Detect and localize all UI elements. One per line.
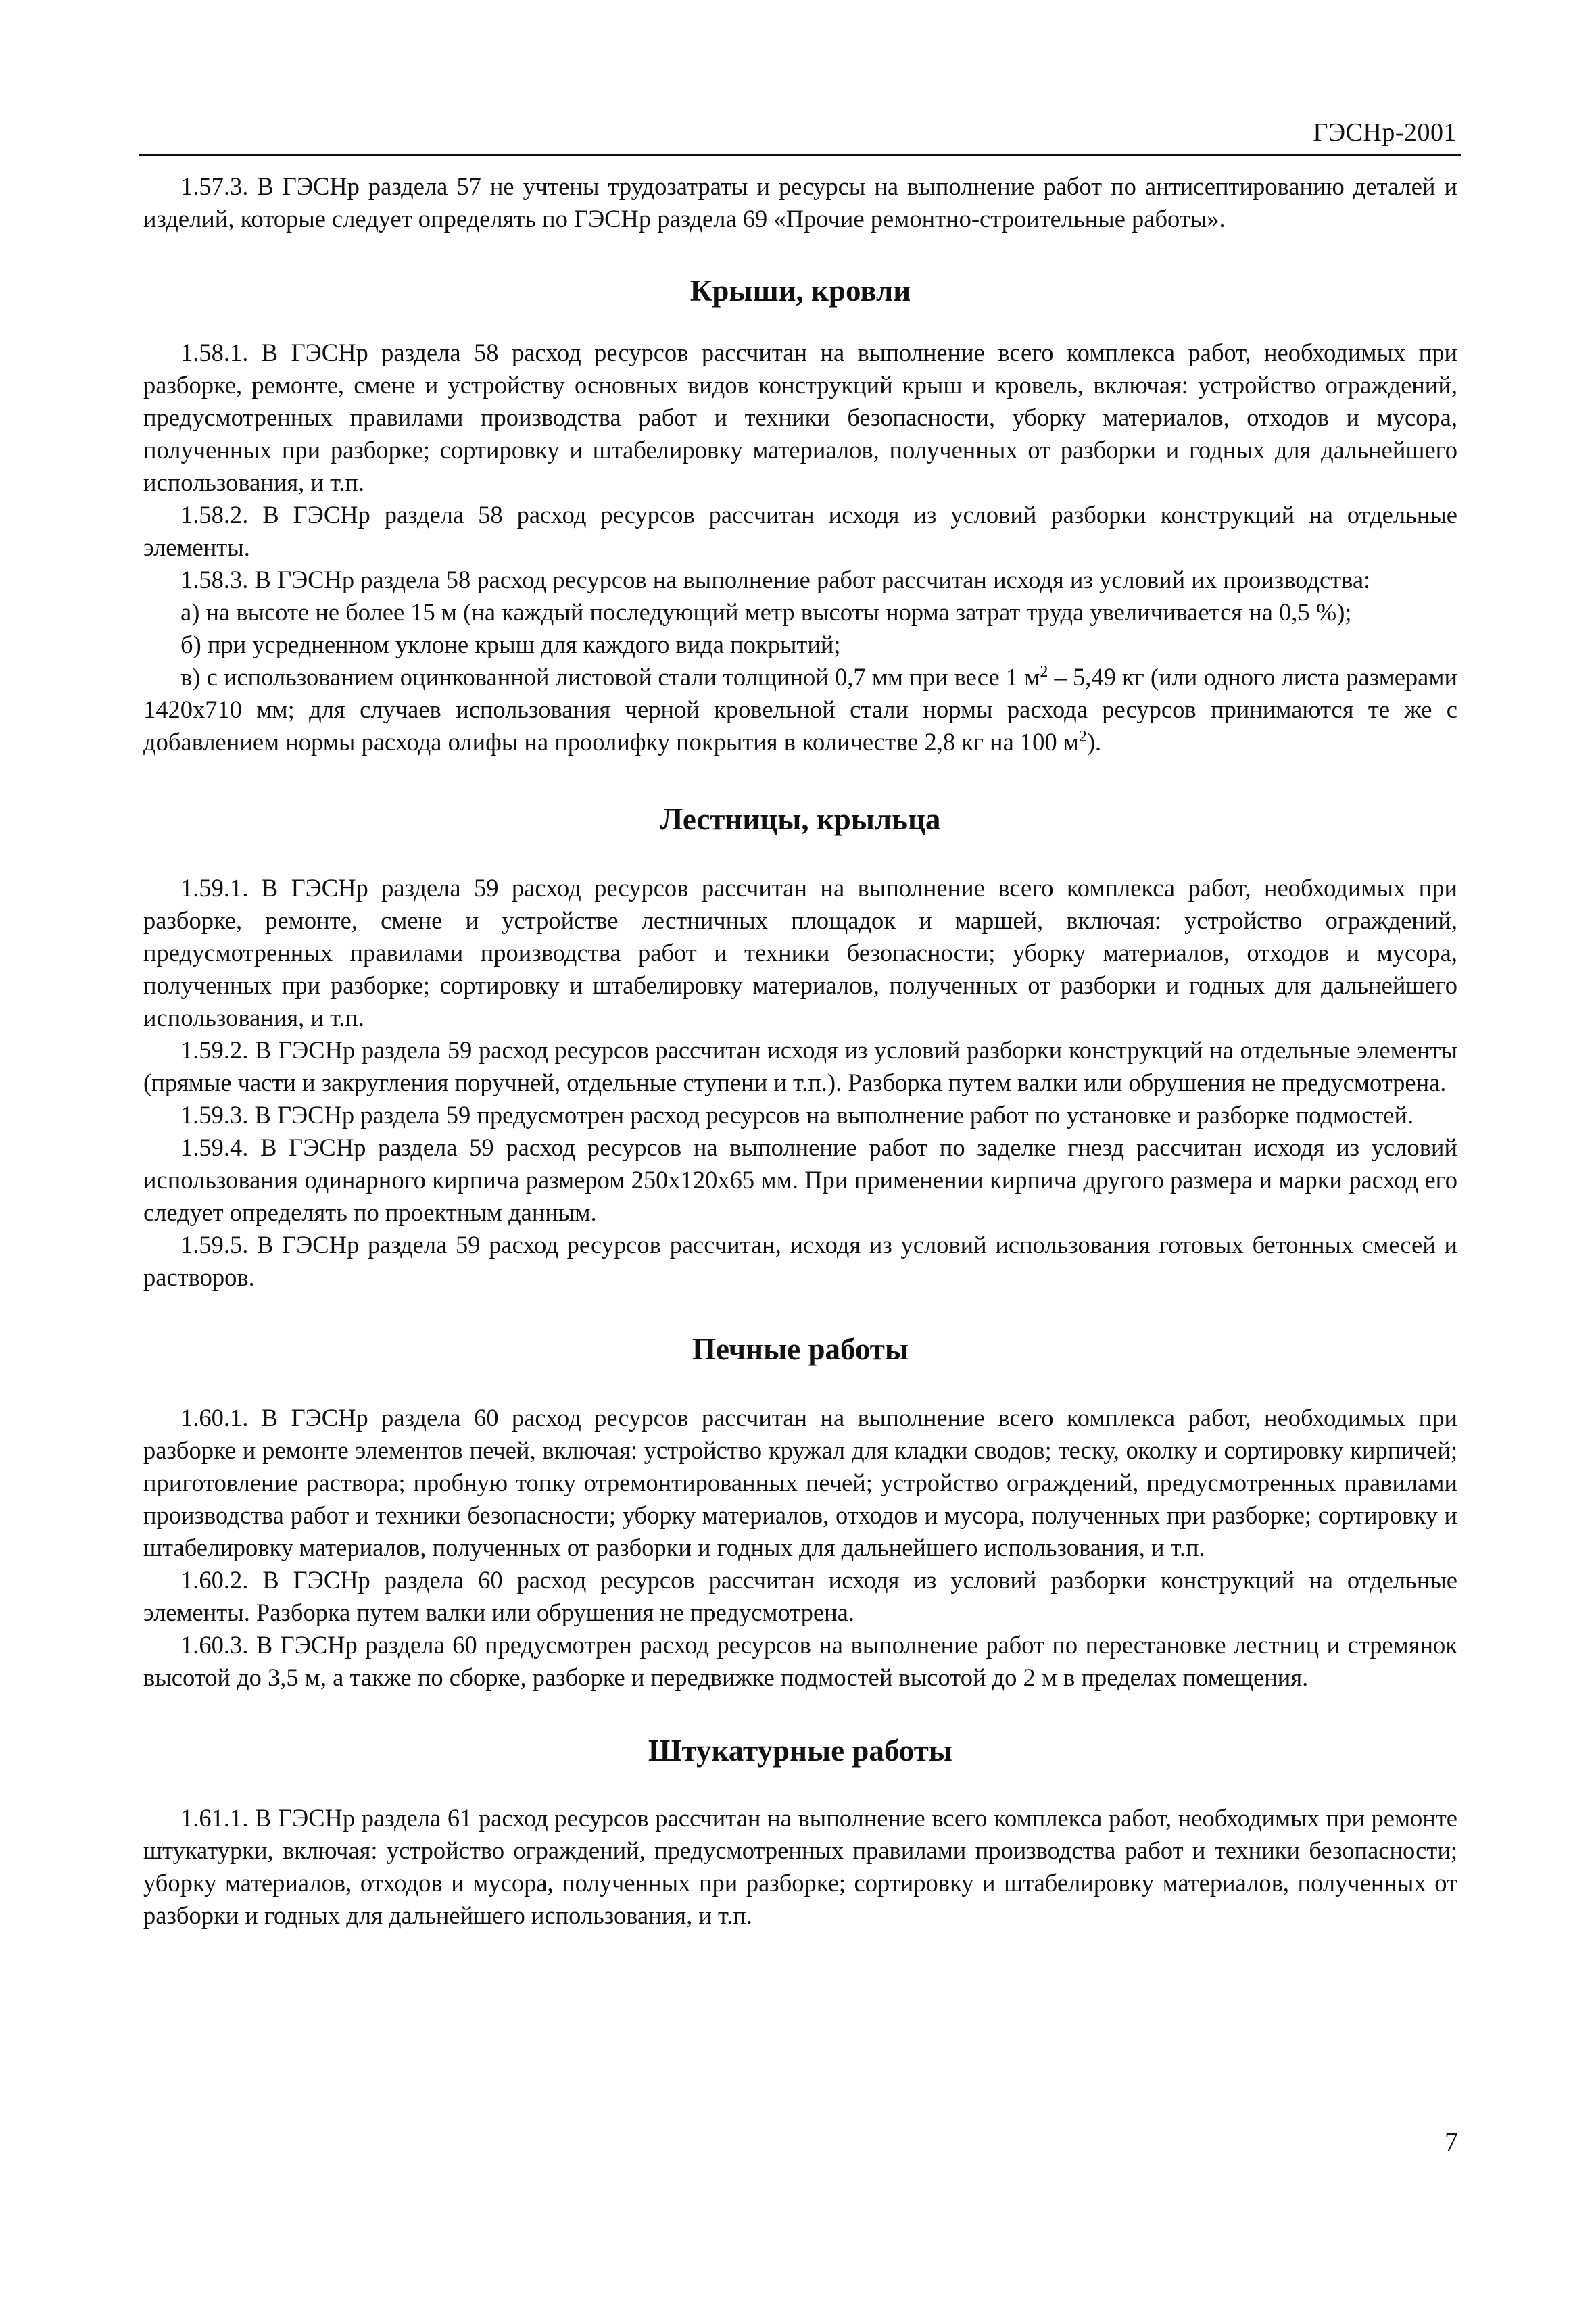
paragraph-1-59-3: 1.59.3. В ГЭСНр раздела 59 предусмотрен расход ресурсов на выполнение работ по установке и разборке подмостей.: [180, 1101, 1414, 1129]
list-item-v-text-3: ).: [1086, 728, 1102, 756]
paragraph-1-58-2: 1.58.2. В ГЭСНр раздела 58 расход ресурсов рассчитан исходя из условий разборки конструкций на отдельные элементы.: [143, 501, 1457, 561]
list-item-a: а) на высоте не более 15 м (на каждый последующий метр высоты норма затрат труда увеличивается на 0,5 %);: [180, 598, 1352, 626]
paragraph-1-60-1: 1.60.1. В ГЭСНр раздела 60 расход ресурсов рассчитан на выполнение всего комплекса работ, необходимых при разборке и ремонте элементов печей, включая: устройство кружал для кладки сводов; теску, околку и сортировку кирпичей; приготовление раствора; пробную топку отремонтированных печей; устройство ограждений, предусмотренных правилами производства работ и техники безопасности; уборку материалов, отходов и мусора, полученных при разборке; сортировку и штабелировку материалов, полученных от разборки и годных для дальнейшего использования, и т.п.: [143, 1404, 1457, 1561]
paragraph-1-59-5: 1.59.5. В ГЭСНр раздела 59 расход ресурсов рассчитан, исходя из условий использования готовых бетонных смесей и растворов.: [143, 1231, 1457, 1291]
section-heading-stairs: Лестницы, крыльца: [660, 802, 941, 836]
paragraph-1-59-1: 1.59.1. В ГЭСНр раздела 59 расход ресурсов рассчитан на выполнение всего комплекса работ, необходимых при разборке, ремонте, смене и устройстве лестничных площадок и маршей, включая: устройство ограждений, предусмотренных правилами производства работ и техники безопасности; уборку материалов, отходов и мусора, полученных при разборке; сортировку и штабелировку материалов, полученных от разборки и годных для дальнейшего использования, и т.п.: [143, 874, 1457, 1031]
page-number: 7: [1445, 2126, 1458, 2157]
list-item-v: [143, 661, 1457, 758]
list-item-v-text-1: в) с использованием оцинкованной листовой стали толщиной 0,7 мм при весе 1 м: [180, 663, 1040, 691]
section-heading-plaster-works: Штукатурные работы: [648, 1734, 952, 1768]
paragraph-1-57-3: 1.57.3. В ГЭСНр раздела 57 не учтены трудозатраты и ресурсы на выполнение работ по антисептированию деталей и изделий, которые следует определять по ГЭСНр раздела 69 «Прочие ремонтно-строительные работы».: [143, 172, 1457, 233]
paragraph-1-60-2: 1.60.2. В ГЭСНр раздела 60 расход ресурсов рассчитан исходя из условий разборки конструкций на отдельные элементы. Разборка путем валки или обрушения не предусмотрена.: [143, 1566, 1457, 1626]
document-body: [143, 170, 1457, 1932]
section-heading-roofs: Крыши, кровли: [690, 274, 911, 308]
paragraph-1-59-2: 1.59.2. В ГЭСНр раздела 59 расход ресурсов рассчитан исходя из условий разборки конструкций на отдельные элементы (прямые части и закругления поручней, отдельные ступени и т.п.). Разборка путем валки или обрушения не предусмотрена.: [143, 1036, 1457, 1096]
page-header: [139, 114, 1461, 156]
superscript-square: 2: [1040, 662, 1048, 681]
list-item-v-text-2: – 5,49 кг (или одного листа размерами 1420х710 мм; для случаев использования черной кровельной стали нормы расхода ресурсов принимаются те же с добавлением нормы расхода олифы на проолифку покрытия в количестве 2,8 кг на 100 м: [143, 663, 1457, 756]
paragraph-1-61-1: 1.61.1. В ГЭСНр раздела 61 расход ресурсов рассчитан на выполнение всего комплекса работ, необходимых при ремонте штукатурки, включая: устройство ограждений, предусмотренных правилами производства работ и техники безопасности; уборку материалов, отходов и мусора, полученных при разборке; сортировку и штабелировку материалов, полученных от разборки и годных для дальнейшего использования, и т.п.: [143, 1804, 1457, 1929]
paragraph-1-58-3: 1.58.3. В ГЭСНр раздела 58 расход ресурсов на выполнение работ рассчитан исходя из условий их производства:: [180, 566, 1371, 593]
document-code: ГЭСНр-2001: [1313, 118, 1457, 147]
paragraph-1-60-3: 1.60.3. В ГЭСНр раздела 60 предусмотрен расход ресурсов на выполнение работ по перестановке лестниц и стремянок высотой до 3,5 м, а также по сборке, разборке и передвижке подмостей высотой до 2 м в пределах помещения.: [143, 1631, 1457, 1691]
list-item-b: б) при усредненном уклоне крыш для каждого вида покрытий;: [180, 631, 841, 658]
paragraph-1-59-4: 1.59.4. В ГЭСНр раздела 59 расход ресурсов на выполнение работ по заделке гнезд рассчитан исходя из условий использования одинарного кирпича размером 250х120х65 мм. При применении кирпича другого размера и марки расход его следует определять по проектным данным.: [143, 1134, 1457, 1226]
section-heading-stove-works: Печные работы: [692, 1332, 909, 1366]
paragraph-1-58-1: 1.58.1. В ГЭСНр раздела 58 расход ресурсов рассчитан на выполнение всего комплекса работ, необходимых при разборке, ремонте, смене и устройству основных видов конструкций крыш и кровель, включая: устройство ограждений, предусмотренных правилами производства работ и техники безопасности, уборку материалов, отходов и мусора, полученных при разборке; сортировку и штабелировку материалов, полученных от разборки и годных для дальнейшего использования, и т.п.: [143, 339, 1457, 496]
superscript-square-2: 2: [1078, 727, 1087, 746]
